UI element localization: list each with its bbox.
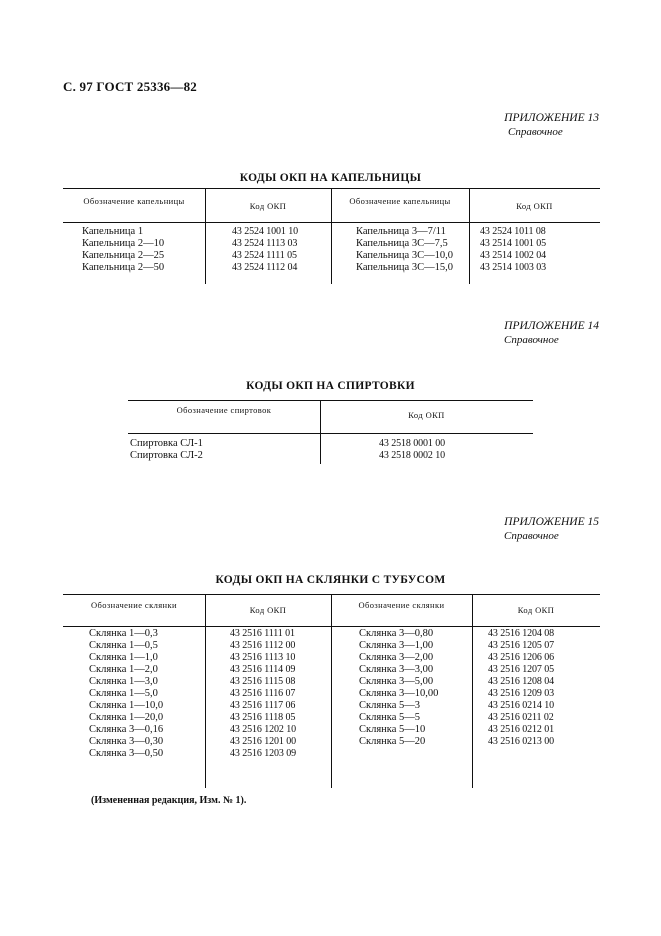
- table-13-header: Обозначение капельницы: [83, 196, 185, 206]
- table-13-header: Обозначение капельницы: [349, 196, 451, 206]
- table-13-name-cell: Капельница 2—50: [82, 262, 165, 273]
- table-15-header: Код ОКП: [249, 605, 287, 615]
- table-15-name-cell: Склянка 3—0,30: [89, 736, 164, 747]
- table-15-code-cell: 43 2516 1209 03: [488, 688, 555, 699]
- table-13-code-cell: 43 2524 1001 10: [232, 226, 299, 237]
- table-15-code-cell: 43 2516 1117 06: [230, 700, 296, 711]
- table-13-name-cell: Капельница 3С—15,0: [356, 262, 453, 273]
- table-15-name-cell: Склянка 1—20,0: [89, 712, 164, 723]
- table-15-divider: [472, 594, 473, 788]
- table-15-code-cell: 43 2516 1207 05: [488, 664, 555, 675]
- table-13-header: Код ОКП: [516, 201, 553, 211]
- table-13-code-cell: 43 2514 1001 05: [480, 238, 547, 249]
- table-15-header: Код ОКП: [517, 605, 555, 615]
- appendix-14-label: ПРИЛОЖЕНИЕ 14: [504, 320, 599, 332]
- table-15-code-cell: 43 2516 1205 07: [488, 640, 555, 651]
- table-14-name-cell: Спиртовка СЛ-1: [130, 438, 203, 449]
- table-13-code-cell: 43 2514 1002 04: [480, 250, 547, 261]
- table-15-name-cell: Склянка 5—3: [359, 700, 421, 711]
- table-13-code-cell: 43 2524 1112 04: [232, 262, 298, 273]
- table-14-code-cell: 43 2518 0001 00: [379, 438, 446, 449]
- table-13-name-cell: Капельница 1: [82, 226, 144, 237]
- appendix-14-title: КОДЫ ОКП НА СПИРТОВКИ: [246, 380, 415, 392]
- table-15-name-cell: Склянка 1—3,0: [89, 676, 158, 687]
- appendix-14-ref: Справочное: [504, 334, 559, 346]
- table-13-name-cell: Капельница 3—7/11: [356, 226, 446, 237]
- table-13-header: Код ОКП: [249, 201, 287, 211]
- table-15-header: Обозначение склянки: [91, 600, 177, 610]
- table-15-name-cell: Склянка 5—5: [359, 712, 421, 723]
- table-15-name-cell: Склянка 3—2,00: [359, 652, 434, 663]
- table-15-code-cell: 43 2516 1203 09: [230, 748, 297, 759]
- table-13-name-cell: Капельница 3С—10,0: [356, 250, 453, 261]
- appendix-15-title: КОДЫ ОКП НА СКЛЯНКИ С ТУБУСОМ: [215, 574, 446, 586]
- table-13-code-cell: 43 2524 1113 03: [232, 238, 298, 249]
- table-15-name-cell: Склянка 3—0,16: [89, 724, 164, 735]
- table-13-code-cell: 43 2524 1011 08: [480, 226, 546, 237]
- table-15-name-cell: Склянка 3—3,00: [359, 664, 434, 675]
- table-15-code-cell: 43 2516 1208 04: [488, 676, 555, 687]
- appendix-13-title: КОДЫ ОКП НА КАПЕЛЬНИЦЫ: [239, 172, 422, 184]
- footnote: (Измененная редакция, Изм. № 1).: [91, 795, 247, 806]
- appendix-15-label: ПРИЛОЖЕНИЕ 15: [504, 516, 599, 528]
- table-14-header: Обозначение спиртовок: [176, 405, 272, 415]
- table-15-divider: [205, 594, 206, 788]
- table-15-code-cell: 43 2516 1113 10: [230, 652, 296, 663]
- table-15-code-cell: 43 2516 1201 00: [230, 736, 297, 747]
- table-15-code-cell: 43 2516 1111 01: [230, 628, 295, 639]
- table-15-code-cell: 43 2516 1206 06: [488, 652, 555, 663]
- table-15-name-cell: Склянка 3—0,80: [359, 628, 434, 639]
- table-13-name-cell: Капельница 2—25: [82, 250, 165, 261]
- table-14-name-cell: Спиртовка СЛ-2: [130, 450, 203, 461]
- table-13-code-cell: 43 2524 1111 05: [232, 250, 297, 261]
- table-15-header: Обозначение склянки: [358, 600, 445, 610]
- appendix-15-ref: Справочное: [504, 530, 559, 542]
- table-15-code-cell: 43 2516 1116 07: [230, 688, 296, 699]
- table-15-code-cell: 43 2516 1114 09: [230, 664, 296, 675]
- page-header: С. 97 ГОСТ 25336—82: [63, 79, 197, 94]
- table-15-code-cell: 43 2516 1204 08: [488, 628, 555, 639]
- table-14-header-rule: [128, 433, 533, 434]
- table-15-name-cell: Склянка 5—10: [359, 724, 426, 735]
- table-15-name-cell: Склянка 1—0,3: [89, 628, 158, 639]
- table-15-name-cell: Склянка 1—1,0: [89, 652, 158, 663]
- table-15-code-cell: 43 2516 0213 00: [488, 736, 555, 747]
- table-15-name-cell: Склянка 3—10,00: [359, 688, 439, 699]
- table-13-name-cell: Капельница 3С—7,5: [356, 238, 448, 249]
- appendix-13-ref: Справочное: [508, 126, 563, 138]
- table-15-code-cell: 43 2516 1115 08: [230, 676, 296, 687]
- table-15-code-cell: 43 2516 0212 01: [488, 724, 555, 735]
- table-15-name-cell: Склянка 3—0,50: [89, 748, 164, 759]
- table-15-divider: [331, 594, 332, 788]
- table-15-name-cell: Склянка 1—0,5: [89, 640, 158, 651]
- table-15-code-cell: 43 2516 0214 10: [488, 700, 555, 711]
- table-15-code-cell: 43 2516 1112 00: [230, 640, 296, 651]
- table-13-name-cell: Капельница 2—10: [82, 238, 165, 249]
- table-15-name-cell: Склянка 5—20: [359, 736, 426, 747]
- table-15-name-cell: Склянка 1—2,0: [89, 664, 158, 675]
- table-15-name-cell: Склянка 1—5,0: [89, 688, 158, 699]
- table-13-code-cell: 43 2514 1003 03: [480, 262, 547, 273]
- table-14-top-rule: [128, 400, 533, 401]
- appendix-13-label: ПРИЛОЖЕНИЕ 13: [504, 112, 599, 124]
- table-15-code-cell: 43 2516 1202 10: [230, 724, 297, 735]
- table-14-code-cell: 43 2518 0002 10: [379, 450, 446, 461]
- table-15-name-cell: Склянка 1—10,0: [89, 700, 164, 711]
- table-15-name-cell: Склянка 3—5,00: [359, 676, 434, 687]
- table-14-header: Код ОКП: [408, 410, 445, 420]
- table-15-code-cell: 43 2516 1118 05: [230, 712, 296, 723]
- table-15-code-cell: 43 2516 0211 02: [488, 712, 554, 723]
- table-15-name-cell: Склянка 3—1,00: [359, 640, 434, 651]
